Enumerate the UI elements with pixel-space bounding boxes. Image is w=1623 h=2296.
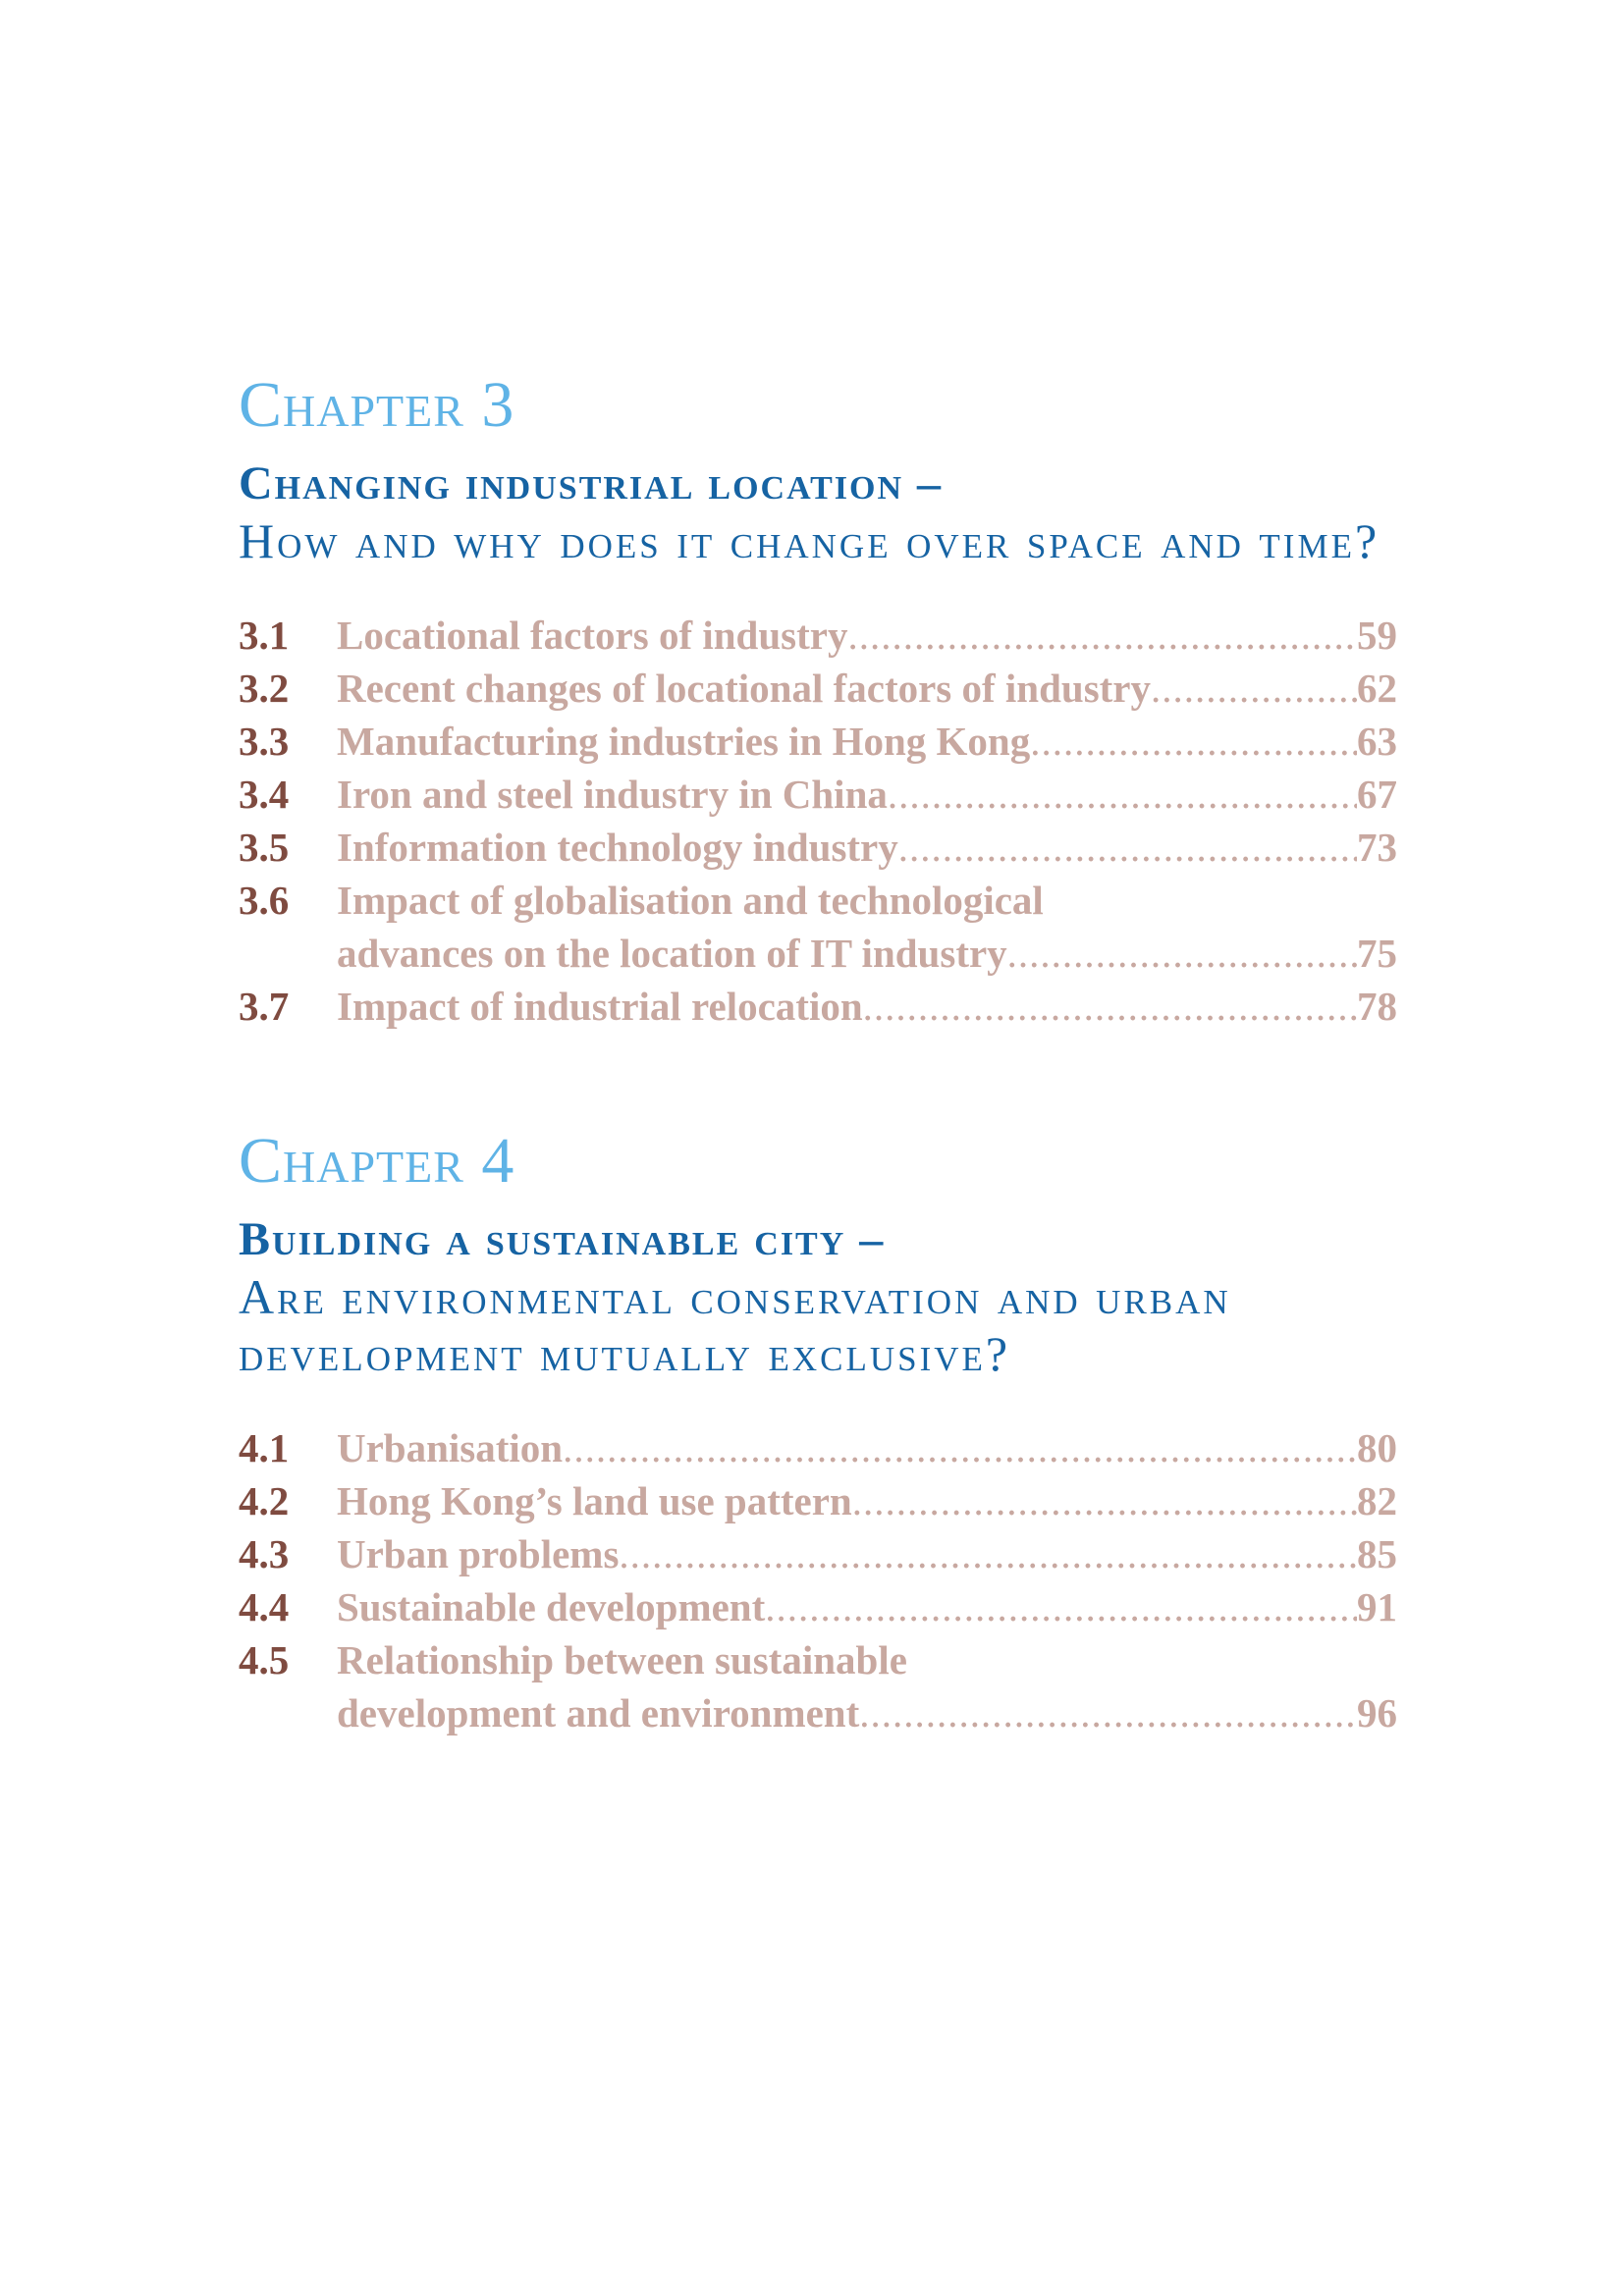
toc-entry-page: 82 — [1357, 1478, 1397, 1523]
toc-entry-title: Locational factors of industry — [337, 613, 848, 658]
toc-dot-leader — [898, 821, 1357, 874]
toc-entry-title-line1: Impact of globalisation and technological — [337, 878, 1044, 923]
toc-entry-page: 73 — [1357, 825, 1397, 870]
toc-entry-title: advances on the location of IT industry — [337, 931, 1007, 976]
toc-entry-3-4[interactable] — [239, 768, 1397, 821]
toc-entry-4-5[interactable] — [239, 1633, 1397, 1739]
toc-entry-3-2[interactable] — [239, 662, 1397, 715]
toc-entry-page: 78 — [1357, 984, 1397, 1029]
toc-entry-page: 67 — [1357, 772, 1397, 817]
toc-list — [239, 609, 1397, 1033]
toc-entry-title: Iron and steel industry in China — [337, 772, 888, 817]
toc-dot-leader — [852, 1474, 1357, 1527]
toc-list — [239, 1421, 1397, 1739]
toc-entry-4-4[interactable] — [239, 1580, 1397, 1633]
toc-dot-leader — [1030, 715, 1357, 768]
toc-entry-page: 85 — [1357, 1531, 1397, 1576]
toc-entry-page: 91 — [1357, 1584, 1397, 1629]
chapter-label: Chapter 3 — [239, 369, 515, 441]
toc-entry-number: 4.1 — [239, 1425, 290, 1470]
toc-dot-leader — [563, 1421, 1357, 1474]
toc-entry-number: 3.6 — [239, 878, 290, 923]
toc-dot-leader — [619, 1527, 1357, 1580]
toc-entry-3-7[interactable] — [239, 980, 1397, 1033]
toc-entry-number: 3.7 — [239, 984, 290, 1029]
toc-entry-number: 4.4 — [239, 1584, 290, 1629]
toc-dot-leader — [1151, 662, 1357, 715]
toc-entry-page: 75 — [1357, 931, 1397, 976]
toc-entry-title: Urban problems — [337, 1531, 620, 1576]
toc-entry-title: Recent changes of locational factors of industry — [337, 666, 1152, 711]
toc-dot-leader — [888, 768, 1357, 821]
toc-dot-leader — [847, 609, 1357, 662]
toc-entry-number: 4.2 — [239, 1478, 290, 1523]
toc-entry-title: Manufacturing industries in Hong Kong — [337, 719, 1031, 764]
chapter-subtitle: Are environmental conservation and urban development mutually exclusive? — [239, 1269, 1231, 1381]
toc-entry-title: Sustainable development — [337, 1584, 766, 1629]
chapter-title: Building a sustainable city – — [239, 1213, 886, 1265]
toc-entry-number: 3.1 — [239, 613, 290, 658]
toc-entry-3-6[interactable] — [239, 874, 1397, 980]
toc-entry-number: 3.5 — [239, 825, 290, 870]
chapter-3-section — [239, 369, 1397, 1033]
toc-entry-3-5[interactable] — [239, 821, 1397, 874]
toc-entry-page: 80 — [1357, 1425, 1397, 1470]
toc-entry-4-2[interactable] — [239, 1474, 1397, 1527]
toc-entry-page: 62 — [1357, 666, 1397, 711]
chapter-subtitle: How and why does it change over space and time? — [239, 513, 1380, 568]
toc-entry-3-1[interactable] — [239, 609, 1397, 662]
toc-entry-page: 63 — [1357, 719, 1397, 764]
chapter-4-section — [239, 1125, 1397, 1739]
toc-entry-title: Urbanisation — [337, 1425, 564, 1470]
toc-entry-number: 3.3 — [239, 719, 290, 764]
toc-entry-number: 3.4 — [239, 772, 290, 817]
toc-entry-4-1[interactable] — [239, 1421, 1397, 1474]
toc-dot-leader — [1007, 927, 1357, 980]
chapter-title: Changing industrial location – — [239, 457, 944, 509]
chapter-label: Chapter 4 — [239, 1125, 515, 1197]
toc-entry-page: 59 — [1357, 613, 1397, 658]
toc-entry-number: 4.5 — [239, 1637, 290, 1682]
toc-entry-number: 4.3 — [239, 1531, 290, 1576]
toc-entry-title-line1: Relationship between sustainable — [337, 1637, 907, 1682]
toc-dot-leader — [863, 980, 1357, 1033]
toc-dot-leader — [765, 1580, 1357, 1633]
toc-dot-leader — [859, 1686, 1357, 1739]
toc-entry-title: development and environment — [337, 1690, 860, 1735]
toc-entry-title: Impact of industrial relocation — [337, 984, 863, 1029]
toc-entry-title: Information technology industry — [337, 825, 898, 870]
toc-entry-title: Hong Kong’s land use pattern — [337, 1478, 852, 1523]
toc-entry-4-3[interactable] — [239, 1527, 1397, 1580]
toc-entry-page: 96 — [1357, 1690, 1397, 1735]
toc-entry-3-3[interactable] — [239, 715, 1397, 768]
toc-entry-number: 3.2 — [239, 666, 290, 711]
